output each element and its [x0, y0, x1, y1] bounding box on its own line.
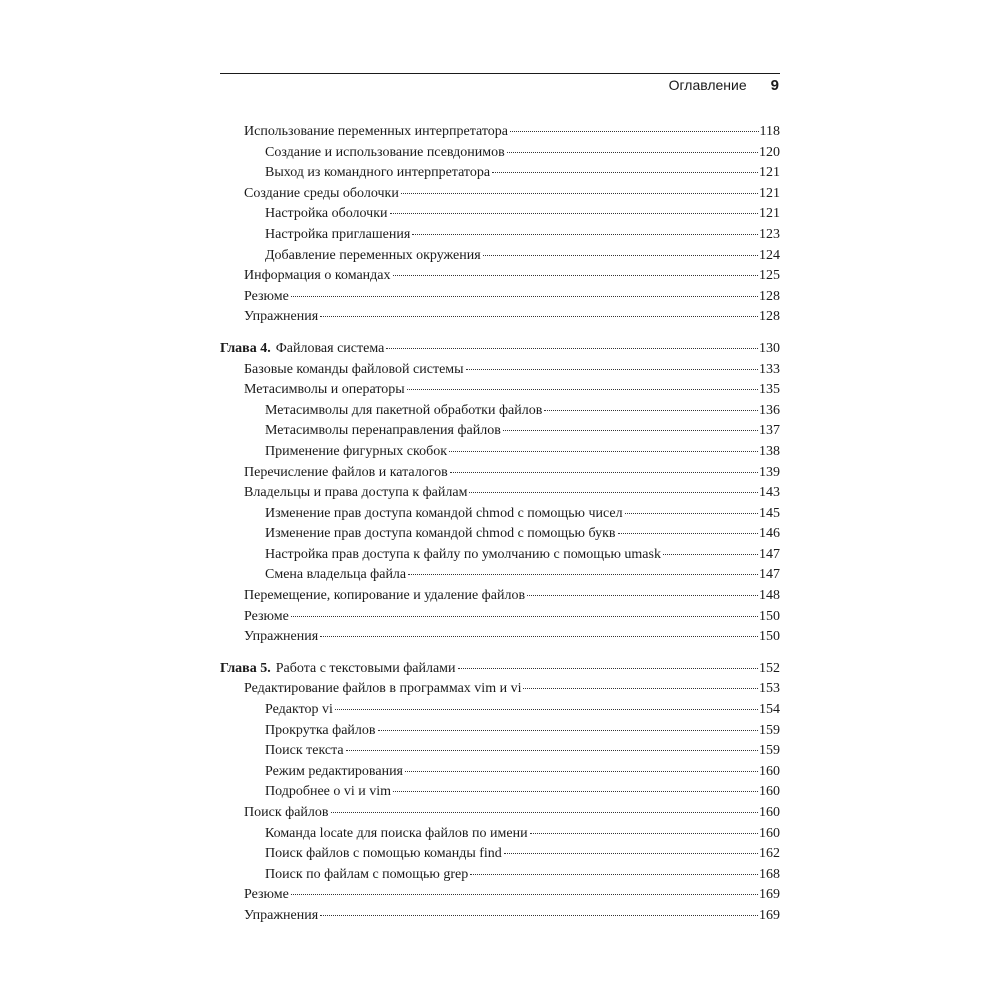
- toc-entry-title: Добавление переменных окружения: [265, 247, 481, 263]
- dot-leader: [386, 347, 758, 349]
- toc-entry-page: 124: [759, 247, 780, 263]
- dot-leader: [407, 388, 758, 390]
- dot-leader: [466, 368, 758, 370]
- toc-entry: [220, 885, 780, 906]
- toc-entry: [220, 401, 780, 422]
- toc-entry: [220, 565, 780, 586]
- toc-entry-page: 148: [759, 588, 780, 604]
- dot-leader: [331, 811, 759, 813]
- toc-entry-title: Команда locate для поиска файлов по имени: [265, 825, 528, 841]
- toc-entry: [220, 700, 780, 721]
- toc-entry-page: 123: [759, 226, 780, 242]
- toc-entry: [220, 163, 780, 184]
- toc-entry-title: Изменение прав доступа командой chmod с помощью букв: [265, 526, 616, 542]
- toc-entry: [220, 225, 780, 246]
- dot-leader: [618, 532, 759, 534]
- toc-entry-page: 130: [759, 340, 780, 356]
- toc-entry-title: Подробнее о vi и vim: [265, 784, 392, 800]
- toc-entry: [220, 307, 780, 328]
- toc-chapter-entry: [220, 659, 780, 680]
- toc-entry-page: 139: [759, 464, 780, 480]
- toc-entry-title: Настройка приглашения: [265, 226, 411, 242]
- dot-leader: [378, 729, 758, 731]
- dot-leader: [470, 873, 758, 875]
- toc-entry-page: 121: [759, 165, 780, 181]
- dot-leader: [510, 130, 759, 132]
- toc-entry-page: 150: [759, 608, 780, 624]
- toc-entry-page: 128: [759, 288, 780, 304]
- dot-leader: [527, 594, 758, 596]
- dot-leader: [390, 212, 758, 214]
- toc-entry-page: 159: [759, 722, 780, 738]
- toc-entry: [220, 844, 780, 865]
- toc-entry-page: 146: [759, 526, 780, 542]
- dot-leader: [320, 635, 758, 637]
- toc-entry-page: 147: [759, 546, 780, 562]
- toc-entry-page: 147: [759, 567, 780, 583]
- toc-entry-page: 153: [759, 681, 780, 697]
- dot-leader: [393, 274, 759, 276]
- toc-entry: [220, 741, 780, 762]
- toc-entry: [220, 906, 780, 927]
- toc-entry: [220, 483, 780, 504]
- dot-leader: [401, 192, 758, 194]
- dot-leader: [320, 315, 758, 317]
- toc-entry: [220, 266, 780, 287]
- toc-entry-page: 159: [759, 743, 780, 759]
- toc-entry-page: 135: [759, 382, 780, 398]
- header-rule: [220, 73, 780, 74]
- dot-leader: [335, 708, 758, 710]
- running-head-title: Оглавление: [668, 77, 747, 93]
- dot-leader: [408, 573, 758, 575]
- dot-leader: [523, 687, 758, 689]
- toc-entry-page: 145: [759, 505, 780, 521]
- toc-entry: [220, 586, 780, 607]
- toc-entry-title: Базовые команды файловой системы: [244, 361, 464, 377]
- toc-entry-title: Поиск файлов: [244, 805, 329, 820]
- toc-entry-page: 143: [759, 485, 780, 501]
- dot-leader: [544, 409, 758, 411]
- toc-entry-title: Редактирование файлов в программах vim и vi: [244, 681, 522, 697]
- toc-entry-title: Применение фигурных скобок: [265, 443, 448, 459]
- toc-entry: [220, 545, 780, 566]
- toc-entry-page: 118: [759, 124, 780, 139]
- dot-leader: [458, 667, 758, 669]
- toc-entry: [220, 463, 780, 484]
- toc-entry-title: Метасимволы перенаправления файлов: [265, 423, 501, 439]
- toc-entry-title: Настройка оболочки: [265, 206, 388, 222]
- dot-leader: [530, 832, 758, 834]
- toc-entry-title: Файловая система: [275, 340, 385, 356]
- toc-entry-title: Использование переменных интерпретатора: [244, 124, 508, 139]
- toc-entry: [220, 803, 780, 824]
- dot-leader: [291, 615, 758, 617]
- chapter-number: Глава 4.: [220, 340, 271, 356]
- toc-entry-title: Резюме: [244, 608, 289, 624]
- dot-leader: [625, 512, 758, 514]
- toc-entry-title: Настройка прав доступа к файлу по умолчанию с помощью umask: [265, 546, 661, 562]
- running-head: [669, 77, 779, 94]
- toc-entry: [220, 421, 780, 442]
- toc-entry-title: Перемещение, копирование и удаление файлов: [244, 588, 526, 604]
- toc-entry-title: Создание и использование псевдонимов: [265, 144, 505, 160]
- toc-entry: [220, 679, 780, 700]
- toc-entry-page: 138: [759, 443, 780, 459]
- toc-entry-title: Работа с текстовыми файлами: [275, 660, 456, 676]
- toc-entry-page: 160: [759, 784, 780, 800]
- toc-entry-page: 133: [759, 361, 780, 377]
- dot-leader: [405, 770, 758, 772]
- toc-entry-title: Поиск файлов с помощью команды find: [265, 846, 502, 862]
- dot-leader: [450, 471, 758, 473]
- toc-entry: [220, 380, 780, 401]
- toc-entry-page: 137: [759, 423, 780, 439]
- dot-leader: [503, 429, 758, 431]
- toc-entry-title: Резюме: [244, 887, 289, 903]
- toc-entry-page: 152: [759, 660, 780, 676]
- toc-entry-title: Информация о командах: [244, 268, 391, 284]
- toc-entry: [220, 627, 780, 648]
- toc-entry: [220, 762, 780, 783]
- toc-entry-page: 128: [759, 309, 780, 325]
- dot-leader: [412, 233, 758, 235]
- dot-leader: [469, 491, 758, 493]
- dot-leader: [663, 553, 758, 555]
- toc-entry: [220, 143, 780, 164]
- toc-entry-page: 125: [759, 268, 780, 284]
- toc-entry-title: Метасимволы и операторы: [244, 382, 405, 398]
- toc-entry: [220, 721, 780, 742]
- chapter-number: Глава 5.: [220, 660, 271, 676]
- toc-entry: [220, 504, 780, 525]
- toc-entry: [220, 865, 780, 886]
- toc-entry-page: 160: [759, 763, 780, 779]
- toc-entry-page: 168: [759, 866, 780, 882]
- toc-entry: [220, 607, 780, 628]
- table-of-contents: [220, 122, 780, 927]
- dot-leader: [320, 914, 758, 916]
- dot-leader: [346, 749, 758, 751]
- toc-entry-title: Резюме: [244, 288, 289, 304]
- toc-entry-title: Смена владельца файла: [265, 567, 407, 583]
- toc-chapter-entry: [220, 339, 780, 360]
- toc-entry: [220, 524, 780, 545]
- toc-entry-title: Упражнения: [244, 629, 319, 645]
- dot-leader: [449, 450, 758, 452]
- toc-entry: [220, 782, 780, 803]
- dot-leader: [492, 171, 758, 173]
- toc-entry-title: Упражнения: [244, 309, 319, 325]
- toc-entry-title: Метасимволы для пакетной обработки файлов: [265, 402, 543, 418]
- dot-leader: [393, 790, 758, 792]
- toc-entry: [220, 442, 780, 463]
- toc-entry: [220, 360, 780, 381]
- toc-entry: [220, 184, 780, 205]
- toc-entry-title: Редактор vi: [265, 702, 333, 718]
- toc-entry-page: 136: [759, 402, 780, 418]
- toc-entry-title: Выход из командного интерпретатора: [265, 165, 491, 181]
- toc-entry-title: Прокрутка файлов: [265, 722, 376, 738]
- dot-leader: [291, 893, 758, 895]
- toc-entry-title: Перечисление файлов и каталогов: [244, 464, 448, 480]
- toc-entry-page: 160: [759, 825, 780, 841]
- page-number: 9: [770, 77, 779, 94]
- toc-entry-page: 120: [759, 144, 780, 160]
- toc-entry: [220, 824, 780, 845]
- toc-entry: [220, 122, 780, 143]
- dot-leader: [291, 295, 758, 297]
- toc-entry-page: 121: [759, 185, 780, 201]
- toc-entry-page: 162: [759, 846, 780, 862]
- toc-entry-page: 169: [759, 907, 780, 923]
- toc-entry-page: 160: [759, 805, 780, 820]
- dot-leader: [507, 151, 758, 153]
- toc-entry: [220, 246, 780, 267]
- toc-entry-page: 169: [759, 887, 780, 903]
- toc-entry-title: Владельцы и права доступа к файлам: [244, 485, 468, 501]
- toc-entry-title: Упражнения: [244, 907, 319, 923]
- toc-entry-page: 150: [759, 629, 780, 645]
- toc-entry-title: Режим редактирования: [265, 763, 403, 779]
- toc-entry-page: 121: [759, 206, 780, 222]
- dot-leader: [504, 852, 758, 854]
- toc-entry: [220, 204, 780, 225]
- toc-entry-title: Изменение прав доступа командой chmod с помощью чисел: [265, 505, 623, 521]
- toc-entry-title: Создание среды оболочки: [244, 185, 399, 201]
- toc-entry-page: 154: [759, 702, 780, 718]
- toc-entry: [220, 287, 780, 308]
- dot-leader: [483, 254, 758, 256]
- toc-entry-title: Поиск текста: [265, 743, 344, 759]
- toc-entry-title: Поиск по файлам с помощью grep: [265, 866, 469, 882]
